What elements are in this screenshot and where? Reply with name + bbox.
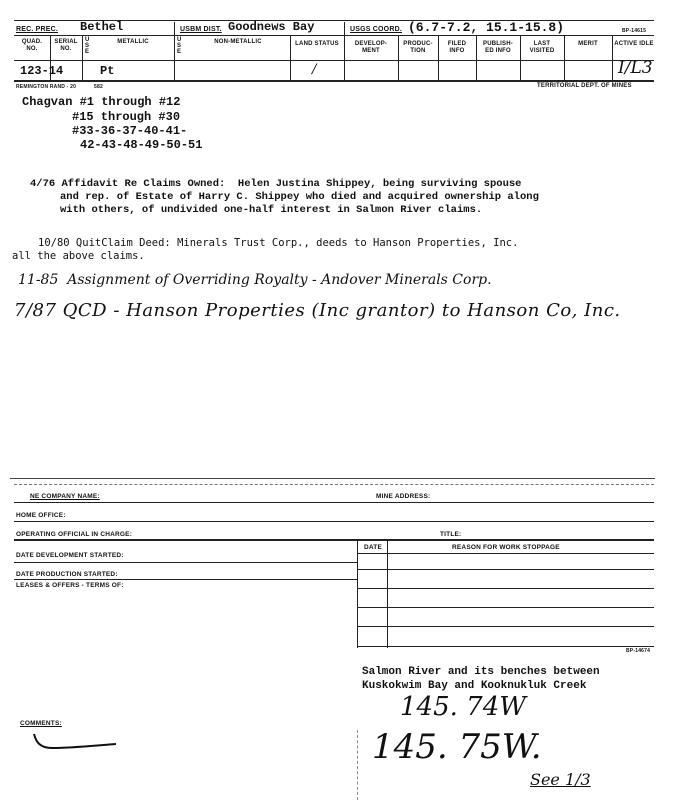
- rule: [357, 588, 654, 589]
- date-production-label: DATE PRODUCTION STARTED:: [16, 571, 118, 578]
- rule: [14, 502, 654, 503]
- col-metallic: METALLIC: [117, 39, 149, 45]
- claims-line-4: 42-43-48-49-50-51: [80, 138, 203, 152]
- rule: [398, 36, 399, 80]
- rule: [174, 22, 175, 35]
- rule: [357, 646, 654, 647]
- affidavit-line-3: with others, of undivided one-half interest in Salmon River claims.: [60, 204, 483, 216]
- form-code: BP-14615: [622, 28, 647, 34]
- footnote-left: REMINGTON RAND - 20: [16, 84, 77, 90]
- rule: [14, 484, 654, 485]
- location-line-1: Salmon River and its benches between: [362, 666, 600, 678]
- quitclaim-line-1: 10/80 QuitClaim Deed: Minerals Trust Corp., deeds to Hanson Properties, Inc.: [38, 237, 519, 249]
- rule: [357, 730, 358, 800]
- col-production: PRODUC- TION: [403, 41, 433, 54]
- handwritten-entry-1: 11-85 Assignment of Overriding Royalty - Andover Minerals Corp.: [18, 272, 492, 288]
- hand-see-note: See 1/3: [530, 770, 591, 789]
- rule: [438, 36, 439, 80]
- rule: [14, 80, 654, 82]
- comments-scribble: [30, 728, 120, 754]
- col-serial-no: SERIAL NO.: [54, 39, 78, 52]
- handwritten-entry-2: 7/87 QCD - Hanson Properties (Inc grantor) to Hanson Co, Inc.: [14, 300, 621, 321]
- rule: [357, 626, 654, 627]
- comments-label: COMMENTS:: [20, 720, 62, 727]
- usbm-dist-label: USBM DIST.: [180, 26, 222, 33]
- rule: [357, 540, 358, 648]
- rule: [14, 539, 654, 541]
- usgs-coord-label: USGS COORD.: [350, 26, 402, 33]
- mine-address-label: MINE ADDRESS:: [376, 493, 431, 500]
- claims-line-1: Chagvan #1 through #12: [22, 95, 181, 109]
- leases-offers-label: LEASES & OFFERS - TERMS OF:: [16, 582, 124, 589]
- rec-prec-label: REC. PREC.: [16, 26, 59, 33]
- rule: [14, 579, 357, 580]
- quitclaim-line-2: all the above claims.: [12, 250, 145, 262]
- affidavit-line-1: 4/76 Affidavit Re Claims Owned: Helen Justina Shippey, being surviving spouse: [30, 178, 522, 190]
- active-idle-value: I/L3: [618, 58, 653, 78]
- form-code-2: BP-14674: [626, 648, 651, 654]
- col-published-info: PUBLISH- ED INFO: [483, 41, 513, 54]
- rule: [14, 521, 654, 522]
- home-office-label: HOME OFFICE:: [16, 512, 66, 519]
- land-status-value: /: [312, 62, 317, 77]
- claims-line-2: #15 through #30: [72, 110, 181, 124]
- rule: [14, 562, 357, 563]
- rule: [357, 553, 654, 554]
- footnote-code: 582: [94, 84, 103, 90]
- col-filed-info: FILED INFO: [447, 41, 467, 54]
- operating-official-label: OPERATING OFFICIAL IN CHARGE:: [16, 531, 133, 538]
- rule: [344, 22, 345, 35]
- footnote-right: TERRITORIAL DEPT. OF MINES: [537, 83, 632, 89]
- usbm-dist-value: Goodnews Bay: [228, 20, 315, 34]
- col-active-idle: ACTIVE IDLE: [614, 41, 654, 47]
- col-development: DEVELOP- MENT: [354, 41, 388, 54]
- reason-col-label: REASON FOR WORK STOPPAGE: [452, 544, 560, 551]
- col-non-metallic: NON-METALLIC: [214, 39, 262, 45]
- rule: [357, 607, 654, 608]
- col-last-visited: LAST VISITED: [529, 41, 555, 54]
- date-col-label: DATE: [364, 544, 383, 551]
- rule: [290, 36, 291, 80]
- rule: [10, 478, 655, 479]
- rule: [564, 36, 565, 80]
- col-merit: MERIT: [578, 41, 598, 47]
- usgs-coord-value: (6.7-7.2, 15.1-15.8): [408, 20, 565, 35]
- location-line-2: Kuskokwim Bay and Kooknukluk Creek: [362, 680, 587, 692]
- rule: [387, 540, 388, 648]
- hand-coord-1: 145. 74W: [400, 692, 526, 722]
- col-quad-no: QUAD. NO.: [21, 39, 43, 52]
- rule: [476, 36, 477, 80]
- metallic-value: Pt: [100, 64, 115, 78]
- affidavit-line-2: and rep. of Estate of Harry C. Shippey who died and acquired ownership along: [60, 191, 539, 203]
- hand-coord-2: 145. 75W.: [372, 727, 542, 767]
- title-label: TITLE:: [440, 531, 462, 538]
- rule: [357, 569, 654, 570]
- rec-prec-value: Bethel: [80, 20, 124, 34]
- col-use-metallic: U S E: [85, 37, 90, 55]
- rule: [14, 60, 654, 61]
- col-use-nonmetallic: U S E: [177, 37, 182, 55]
- company-name-label: NE COMPANY NAME:: [30, 493, 100, 500]
- rule: [520, 36, 521, 80]
- rule: [14, 35, 654, 36]
- rule: [174, 36, 175, 80]
- claims-line-3: #33-36-37-40-41-: [72, 124, 188, 138]
- date-development-label: DATE DEVELOPMENT STARTED:: [16, 552, 124, 559]
- col-land-status: LAND STATUS: [295, 41, 339, 47]
- rule: [612, 36, 613, 80]
- quad-serial-value: 123-14: [20, 64, 64, 78]
- rule: [82, 36, 83, 80]
- rule: [344, 36, 345, 80]
